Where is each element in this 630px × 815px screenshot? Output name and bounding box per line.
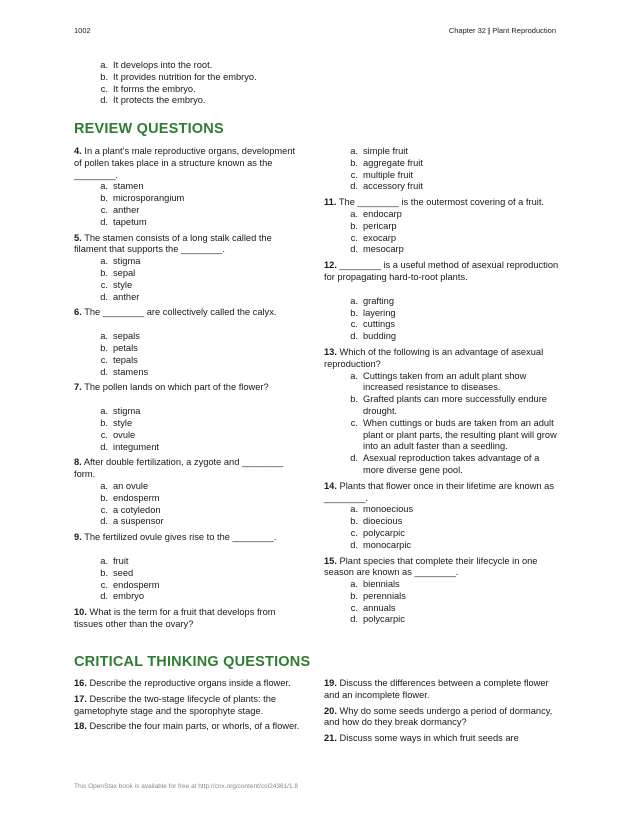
- question-text: The ________ is the outermost covering of a fruit.: [338, 197, 545, 208]
- critical-left-column: [74, 678, 309, 737]
- option-letter: b.: [350, 220, 358, 231]
- option-text: grafting: [363, 295, 395, 306]
- answer-option: [324, 418, 559, 453]
- option-letter: a.: [350, 370, 358, 381]
- question-stem: [324, 481, 559, 505]
- option-text: mesocarp: [363, 244, 404, 255]
- question: [74, 307, 299, 382]
- option-text: Grafted plants can more successfully endure drought.: [363, 394, 547, 416]
- option-text: seed: [113, 567, 134, 578]
- option-list: [74, 556, 299, 603]
- question: [324, 347, 559, 481]
- question-stem: [324, 678, 559, 702]
- option-list: [74, 406, 299, 453]
- question-stem: [74, 607, 299, 631]
- option-list: [324, 371, 559, 477]
- question-stem: [74, 146, 299, 181]
- answer-option: [324, 603, 559, 615]
- question-spacer: [324, 626, 559, 630]
- question-stem: [324, 556, 559, 580]
- page-number: 1002: [74, 26, 91, 35]
- option-text: monocarpic: [363, 539, 412, 550]
- option-letter: d.: [350, 244, 358, 255]
- answer-option: [324, 453, 559, 477]
- option-text: microsporangium: [113, 193, 185, 204]
- option-letter: c.: [100, 504, 108, 515]
- option-text: It provides nutrition for the embryo.: [113, 71, 257, 82]
- answer-option: [74, 72, 324, 84]
- question-stem: [74, 307, 299, 319]
- question-text: Discuss the differences between a complete flower and an incomplete flower.: [324, 678, 549, 700]
- option-letter: c.: [350, 602, 358, 613]
- question-number: 16.: [74, 678, 87, 688]
- review-questions-title: REVIEW QUESTIONS: [74, 121, 224, 137]
- question: [324, 678, 559, 706]
- answer-option: [324, 158, 559, 170]
- question-text: Plant species that complete their lifecycle in one season are known as ________.: [324, 555, 538, 578]
- question: [74, 146, 299, 233]
- answer-option: [324, 394, 559, 418]
- option-text: biennials: [363, 579, 400, 590]
- question: [324, 733, 559, 749]
- option-list: [74, 481, 299, 528]
- answer-option: [74, 481, 299, 493]
- option-text: integument: [113, 441, 159, 452]
- header-separator: |: [485, 26, 493, 35]
- question-number: 8.: [74, 457, 82, 468]
- question-text: Describe the two-stage lifecycle of plants: the gametophyte stage and the sporophyte stage.: [74, 693, 277, 716]
- option-text: pericarp: [363, 220, 397, 231]
- question-stem: [74, 532, 299, 544]
- answer-option: [74, 556, 299, 568]
- answer-option: [74, 367, 299, 379]
- option-list: [74, 331, 299, 378]
- carryover-options: [74, 60, 324, 107]
- option-letter: a.: [100, 555, 108, 566]
- answer-option: [324, 308, 559, 320]
- option-list: [74, 181, 299, 228]
- option-letter: c.: [100, 429, 108, 440]
- option-text: polycarpic: [363, 527, 405, 538]
- question-text: Describe the four main parts, or whorls, of a flower.: [89, 721, 300, 732]
- question: [324, 197, 559, 260]
- stem-spacer: [74, 544, 299, 556]
- option-letter: d.: [100, 591, 108, 602]
- option-letter: d.: [100, 216, 108, 227]
- option-list-q10: [324, 146, 559, 193]
- option-text: endosperm: [113, 492, 160, 503]
- answer-option: [74, 505, 299, 517]
- answer-option: [324, 540, 559, 552]
- option-text: tepals: [113, 354, 138, 365]
- option-letter: d.: [350, 181, 358, 192]
- question-number: 5.: [74, 232, 82, 243]
- answer-option: [324, 244, 559, 256]
- option-letter: c.: [350, 527, 358, 538]
- answer-option: [324, 319, 559, 331]
- option-letter: b.: [100, 193, 108, 204]
- question-spacer: [324, 745, 559, 749]
- answer-option: [74, 580, 299, 592]
- option-letter: c.: [350, 169, 358, 180]
- option-text: stamens: [113, 366, 149, 377]
- option-text: anther: [113, 204, 140, 215]
- option-letter: d.: [100, 441, 108, 452]
- question-stem: [324, 197, 559, 209]
- option-text: endosperm: [113, 579, 160, 590]
- left-question-column: [74, 146, 299, 635]
- answer-option: [324, 181, 559, 193]
- question: [74, 694, 309, 722]
- answer-option: [324, 516, 559, 528]
- option-letter: b.: [100, 342, 108, 353]
- question-stem: [74, 694, 309, 718]
- answer-option: [74, 406, 299, 418]
- chapter-title: Plant Reproduction: [492, 26, 556, 35]
- answer-option: [74, 256, 299, 268]
- option-text: Asexual reproduction takes advantage of a more diverse gene pool.: [363, 453, 540, 475]
- stem-spacer: [324, 284, 559, 296]
- stem-spacer: [74, 394, 299, 406]
- chapter-label: Chapter 32: [448, 26, 486, 35]
- question-spacer: [74, 631, 299, 635]
- answer-option: [74, 268, 299, 280]
- answer-option: [324, 296, 559, 308]
- option-letter: b.: [350, 157, 358, 168]
- question-text: Discuss some ways in which fruit seeds are: [339, 733, 519, 744]
- option-text: simple fruit: [363, 146, 408, 156]
- answer-option: [74, 591, 299, 603]
- option-text: It forms the embryo.: [113, 83, 196, 94]
- option-text: a suspensor: [113, 516, 164, 527]
- option-letter: a.: [350, 208, 358, 219]
- answer-option: [74, 568, 299, 580]
- question-stem: [324, 706, 559, 730]
- question-text: The pollen lands on which part of the flower?: [84, 382, 269, 393]
- option-letter: b.: [100, 267, 108, 278]
- option-text: multiple fruit: [363, 169, 414, 180]
- question-text: Plants that flower once in their lifetime are known as ________.: [324, 480, 554, 503]
- critical-thinking-title: CRITICAL THINKING QUESTIONS: [74, 654, 311, 670]
- question: [324, 260, 559, 347]
- question: [324, 556, 559, 631]
- option-text: exocarp: [363, 232, 397, 243]
- question-text: What is the term for a fruit that develops from tissues other than the ovary?: [74, 607, 276, 629]
- option-letter: c.: [350, 319, 358, 330]
- question-spacer: [74, 733, 309, 737]
- question-number: 12.: [324, 260, 337, 271]
- option-text: polycarpic: [363, 614, 405, 625]
- answer-option: [74, 493, 299, 505]
- option-letter: a.: [100, 331, 108, 342]
- page-footer: This OpenStax book is available for free at http://cnx.org/content/col24361/1.8: [74, 783, 299, 790]
- option-letter: b.: [100, 417, 108, 428]
- option-text: stigma: [113, 256, 141, 267]
- option-letter: d.: [100, 516, 108, 527]
- option-text: embryo: [113, 591, 145, 602]
- question-stem: [74, 382, 299, 394]
- option-text: cuttings: [363, 319, 396, 330]
- option-text: an ovule: [113, 480, 149, 491]
- option-text: monoecious: [363, 504, 414, 515]
- option-letter: a.: [350, 504, 358, 515]
- answer-option: [74, 205, 299, 217]
- option-letter: a.: [100, 60, 108, 70]
- question-number: 18.: [74, 721, 87, 732]
- option-text: fruit: [113, 555, 129, 566]
- option-letter: a.: [100, 181, 108, 192]
- option-letter: a.: [350, 295, 358, 306]
- answer-option: [324, 146, 559, 158]
- answer-option: [324, 579, 559, 591]
- answer-option: [324, 614, 559, 626]
- question: [324, 481, 559, 556]
- option-text: accessory fruit: [363, 181, 423, 192]
- option-letter: d.: [350, 614, 358, 625]
- question-stem: [74, 721, 309, 733]
- question-text: After double fertilization, a zygote and ________ form.: [74, 457, 284, 480]
- option-text: stigma: [113, 406, 141, 417]
- question-stem: [324, 347, 559, 371]
- answer-option: [324, 504, 559, 516]
- option-text: sepals: [113, 331, 140, 342]
- question: [74, 233, 299, 308]
- question-number: 10.: [74, 607, 87, 618]
- question: [74, 678, 309, 694]
- option-letter: a.: [350, 146, 358, 156]
- question-number: 4.: [74, 146, 82, 156]
- option-text: sepal: [113, 267, 136, 278]
- question-number: 21.: [324, 733, 337, 744]
- option-list: [324, 209, 559, 256]
- right-question-column: [324, 146, 559, 630]
- answer-option: [324, 233, 559, 245]
- option-letter: c.: [100, 83, 108, 94]
- option-letter: a.: [350, 579, 358, 590]
- answer-option: [74, 193, 299, 205]
- question: [74, 382, 299, 457]
- option-text: It protects the embryo.: [113, 95, 206, 106]
- answer-option: [324, 221, 559, 233]
- option-text: Cuttings taken from an adult plant show increased resistance to diseases.: [363, 370, 527, 393]
- question-stem: [74, 233, 299, 257]
- answer-option: [74, 516, 299, 528]
- question-number: 7.: [74, 382, 82, 393]
- answer-option: [74, 84, 324, 96]
- question: [324, 706, 559, 734]
- option-text: budding: [363, 331, 397, 342]
- option-letter: c.: [350, 417, 358, 428]
- option-text: aggregate fruit: [363, 157, 423, 168]
- option-text: tapetum: [113, 216, 147, 227]
- question-text: Which of the following is an advantage of asexual reproduction?: [324, 346, 544, 369]
- question-number: 14.: [324, 480, 337, 491]
- option-text: style: [113, 279, 133, 290]
- question-text: The ________ are collectively called the calyx.: [84, 307, 277, 318]
- answer-option: [74, 181, 299, 193]
- option-letter: b.: [350, 394, 358, 405]
- option-letter: d.: [350, 331, 358, 342]
- option-list: [324, 504, 559, 551]
- question-number: 20.: [324, 705, 337, 716]
- question-stem: [324, 733, 559, 745]
- critical-right-column: [324, 678, 559, 749]
- option-letter: a.: [100, 480, 108, 491]
- option-text: annuals: [363, 602, 396, 613]
- answer-option: [324, 209, 559, 221]
- question: [74, 532, 299, 607]
- option-text: It develops into the root.: [113, 60, 213, 70]
- option-letter: d.: [100, 291, 108, 302]
- answer-option: [324, 591, 559, 603]
- question-number: 6.: [74, 307, 82, 318]
- running-header: [449, 26, 556, 35]
- option-letter: b.: [100, 567, 108, 578]
- option-list: [324, 579, 559, 626]
- question-number: 19.: [324, 678, 337, 688]
- option-text: style: [113, 417, 133, 428]
- question-number: 17.: [74, 693, 87, 704]
- answer-option: [324, 371, 559, 395]
- answer-option: [74, 95, 324, 107]
- question: [74, 607, 299, 635]
- question-number: 15.: [324, 555, 337, 566]
- stem-spacer: [74, 319, 299, 331]
- question-stem: [74, 457, 299, 481]
- answer-option: [74, 343, 299, 355]
- answer-option: [74, 60, 324, 72]
- option-list: [324, 296, 559, 343]
- answer-option: [74, 331, 299, 343]
- option-text: endocarp: [363, 208, 402, 219]
- option-letter: d.: [100, 366, 108, 377]
- option-letter: b.: [350, 590, 358, 601]
- option-text: a cotyledon: [113, 504, 161, 515]
- option-text: petals: [113, 342, 138, 353]
- option-letter: b.: [350, 307, 358, 318]
- option-text: dioecious: [363, 516, 403, 527]
- question-text: Why do some seeds undergo a period of dormancy, and how do they break dormancy?: [324, 705, 553, 728]
- question-text: The fertilized ovule gives rise to the ________.: [84, 532, 277, 543]
- option-text: perennials: [363, 590, 406, 601]
- question-stem: [74, 678, 309, 690]
- option-letter: b.: [350, 516, 358, 527]
- option-text: When cuttings or buds are taken from an adult plant or plant parts, the resulting plant will grow into an adult faster than a seedling.: [363, 417, 557, 452]
- option-text: ovule: [113, 429, 136, 440]
- option-list: [74, 256, 299, 303]
- option-letter: c.: [100, 579, 108, 590]
- question: [74, 721, 309, 737]
- question-number: 9.: [74, 532, 82, 543]
- option-letter: c.: [100, 204, 108, 215]
- answer-option: [74, 292, 299, 304]
- carryover-option-list: [74, 60, 324, 107]
- question-text: ________ is a useful method of asexual reproduction for propagating hard-to-root plants.: [324, 260, 559, 282]
- option-letter: c.: [100, 279, 108, 290]
- option-letter: b.: [100, 71, 108, 82]
- option-letter: a.: [100, 256, 108, 267]
- option-letter: b.: [100, 492, 108, 503]
- question-stem: [324, 260, 559, 284]
- question-number: 11.: [324, 197, 337, 208]
- question-number: 13.: [324, 346, 337, 357]
- question-text: Describe the reproductive organs inside a flower.: [89, 678, 291, 688]
- option-text: stamen: [113, 181, 144, 192]
- option-letter: a.: [100, 406, 108, 417]
- answer-option: [324, 331, 559, 343]
- answer-option: [74, 418, 299, 430]
- answer-option: [74, 430, 299, 442]
- option-letter: d.: [350, 539, 358, 550]
- question-text: In a plant’s male reproductive organs, development of pollen takes place in a structure known as the ________.: [74, 146, 296, 180]
- question-text: The stamen consists of a long stalk called the filament that supports the ________.: [74, 232, 272, 255]
- question: [74, 457, 299, 532]
- answer-option: [324, 170, 559, 182]
- option-text: anther: [113, 291, 140, 302]
- answer-option: [74, 355, 299, 367]
- option-letter: d.: [350, 453, 358, 464]
- option-letter: d.: [100, 95, 108, 106]
- option-text: layering: [363, 307, 396, 318]
- option-letter: c.: [100, 354, 108, 365]
- answer-option: [74, 217, 299, 229]
- answer-option: [74, 442, 299, 454]
- option-letter: c.: [350, 232, 358, 243]
- answer-option: [324, 528, 559, 540]
- answer-option: [74, 280, 299, 292]
